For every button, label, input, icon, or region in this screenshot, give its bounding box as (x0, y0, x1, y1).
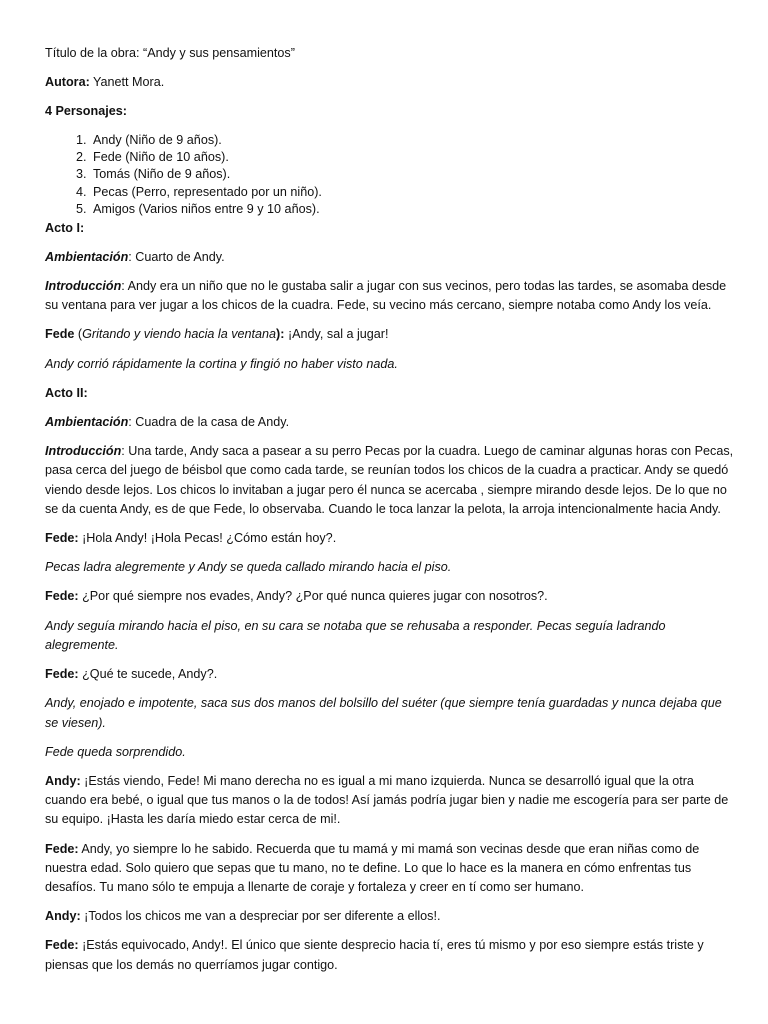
act1-setting (45, 248, 735, 267)
dialogue-text: ¡Estás equivocado, Andy!. El único que siente desprecio hacia tí, eres tú mismo y por eso siempre estás triste y piensas que los demás no querríamos jugar contigo. (45, 938, 704, 972)
speaker-name: Fede: (45, 841, 79, 856)
author-name: Yanett Mora. (89, 75, 165, 90)
dialogue-text: ¿Por qué siempre nos evades, Andy? ¿Por qué nunca quieres jugar con nosotros?. (78, 589, 548, 604)
act1-fede-paren-open: ( (74, 327, 83, 342)
act1-setting-text: : Cuarto de Andy. (128, 249, 225, 264)
act1-fede-speaker: Fede (45, 327, 75, 342)
speaker-name: Fede: (45, 938, 79, 953)
dialogue-text: ¡Estás viendo, Fede! Mi mano derecha no es igual a mi mano izquierda. Nunca se desarrolló igual que la otra cuando era bebé, o igual que tus manos o la de todos! Así jamás podría jugar bien y nadie me escogería para ser parte de su equipo. ¡Hasta les daría miedo estar cerca de mi!. (45, 773, 729, 827)
character-item: 2. Fede (Niño de 10 años). (90, 149, 735, 166)
author-label: Autora: (45, 75, 90, 90)
dialogue-text: ¡Hola Andy! ¡Hola Pecas! ¿Cómo están hoy?. (78, 531, 337, 546)
stage-direction: Pecas ladra alegremente y Andy se queda callado mirando hacia el piso. (45, 560, 452, 575)
act1-intro-text: : Andy era un niño que no le gustaba salir a jugar con sus vecinos, pero todas las tardes, se asomaba desde su ventana para ver jugar a los chicos de la cuadra. Fede, su vecino más cercano, siempre notaba como Andy los veía. (45, 279, 727, 313)
speaker-name: Fede: (45, 667, 79, 682)
play-title-text: Título de la obra: “Andy y sus pensamientos” (45, 46, 295, 60)
character-item: 4. Pecas (Perro, representado por un niño). (90, 184, 735, 201)
act2-setting-text: : Cuadra de la casa de Andy. (128, 415, 290, 430)
stage-direction: Fede queda sorprendido. (45, 744, 186, 759)
dialogue-text: Andy, yo siempre lo he sabido. Recuerda que tu mamá y mi mamá son vecinas desde que eran niñas como de nuestra edad. Solo quiero que sepas que tu mano, no te define. Lo que lo hace es la manera en cómo enfrentas tus desafíos. Tu mano sólo te empuja a llenarte de coraje y fortaleza y creer en tí como ser humano. (45, 841, 700, 894)
stage-direction: Andy seguía mirando hacia el piso, en su cara se notaba que se rehusaba a responder. Pecas seguía ladrando alegremente. (45, 618, 666, 652)
dialogue-line (45, 772, 735, 830)
author-line (45, 73, 735, 92)
dialogue-line (45, 529, 735, 548)
speaker-name: Andy: (45, 909, 81, 924)
character-item: 3. Tomás (Niño de 9 años). (90, 166, 735, 183)
act1-stage-direction: Andy corrió rápidamente la cortina y fingió no haber visto nada. (45, 356, 398, 371)
speaker-name: Fede: (45, 531, 79, 546)
act2-heading (45, 384, 735, 403)
act2-intro (45, 442, 735, 519)
document-page (45, 44, 735, 985)
character-item: 5. Amigos (Varios niños entre 9 y 10 años). (90, 201, 735, 218)
dialogue-line (45, 665, 735, 684)
act2-intro-text: : Una tarde, Andy saca a pasear a su perro Pecas por la cuadra. Luego de caminar algunas horas con Pecas, pasa cerca del juego de béisbol que como cada tarde, se reunían todos los chicos de la cuadra a practicar. Andy se quedó viendo desde lejos. Los chicos lo invitaban a jugar pero él nunca se acercaba , siempre mirando desde lejos. De lo que no se da cuenta Andy, es de que Fede, lo observaba. Cuando le toca lanzar la pelota, la arroja intencionalmente hacia Andy. (45, 444, 734, 516)
act1-setting-label: Ambientación (45, 249, 129, 264)
characters-list (45, 132, 735, 219)
characters-heading-text: 4 Personajes: (45, 104, 127, 119)
dialogue-text: ¿Qué te sucede, Andy?. (78, 667, 218, 682)
dialogue-text: ¡Todos los chicos me van a despreciar por ser diferente a ellos!. (80, 909, 441, 924)
act2-setting (45, 413, 735, 432)
dialogue-line (45, 907, 735, 926)
dialogue-line (45, 587, 735, 606)
act2-setting-label: Ambientación (45, 415, 129, 430)
dialogue-line (45, 936, 735, 974)
act1-fede-text: ¡Andy, sal a jugar! (287, 327, 389, 342)
act2-intro-label: Introducción (45, 444, 122, 459)
act1-intro-label: Introducción (45, 279, 122, 294)
characters-heading (45, 102, 735, 121)
act1-fede-direction: Gritando y viendo hacia la ventana (82, 327, 277, 342)
dialogue-line (45, 840, 735, 898)
act1-heading-text: Acto I: (45, 220, 85, 235)
character-item: 1. Andy (Niño de 9 años). (90, 132, 735, 149)
act1-fede-paren-close: ): (276, 327, 288, 342)
speaker-name: Andy: (45, 773, 81, 788)
play-title (45, 44, 735, 63)
act2-heading-text: Acto II: (45, 385, 88, 400)
speaker-name: Fede: (45, 589, 79, 604)
act1-fede-line (45, 325, 735, 344)
stage-direction: Andy, enojado e impotente, saca sus dos manos del bolsillo del suéter (que siempre tenía guardadas y nunca dejaba que se viesen). (45, 696, 722, 730)
act1-heading (45, 219, 735, 238)
act1-intro (45, 277, 735, 315)
